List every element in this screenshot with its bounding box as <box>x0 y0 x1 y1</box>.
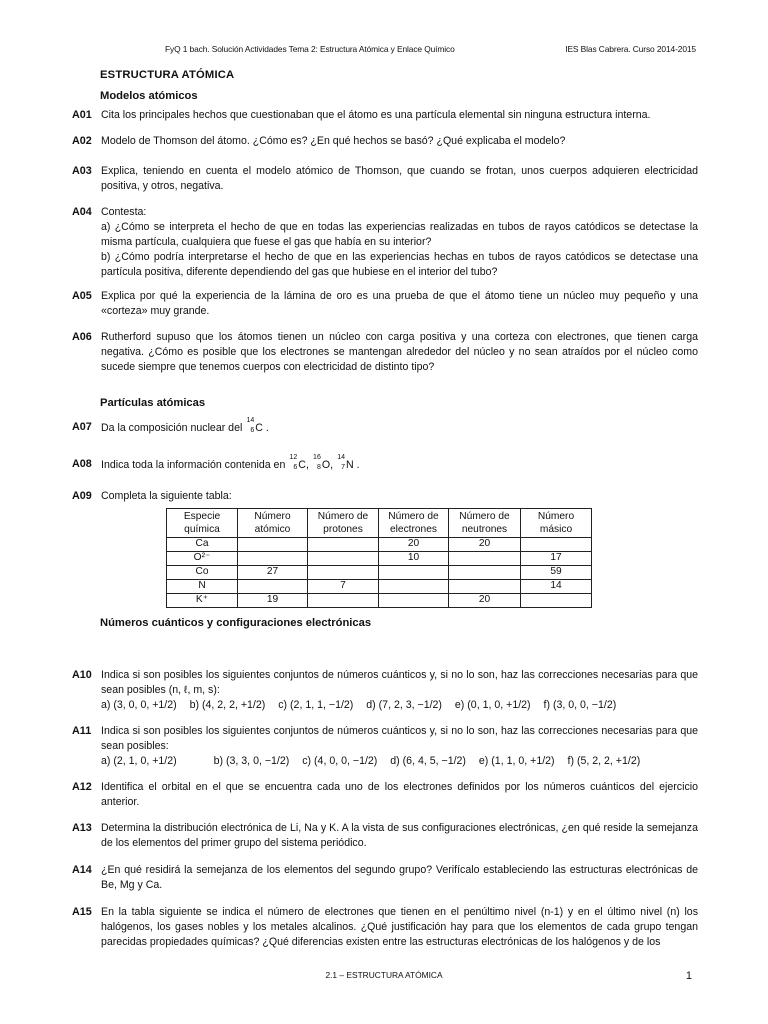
table-cell <box>449 580 521 594</box>
activity-text: En la tabla siguiente se indica el número de electrones que tienen en el penúltimo nivel (n-1) y en el último nivel (n) los halógenos, los gases nobles y los metales alcalinos. ¿Qué justificación hay para que los elementos de cada grupo tengan parecidas propiedades químicas? ¿Qué diferencias existen entre las estructuras electrónicas de los halógenos y de los <box>101 906 698 948</box>
activity-a05 <box>72 289 698 319</box>
table-cell: 7 <box>308 580 379 594</box>
table-row <box>167 538 592 552</box>
activity-text: Indica si son posibles los siguientes conjuntos de números cuánticos y, si no lo son, haz las correcciones necesarias para que sean posibles: <box>101 725 698 752</box>
table-cell: 59 <box>521 566 592 580</box>
activity-text: Da la composición nuclear del <box>101 422 243 434</box>
table-cell <box>308 552 379 566</box>
header-right: IES Blas Cabrera. Curso 2014-2015 <box>565 44 696 54</box>
activity-code: A13 <box>72 822 92 834</box>
activity-a06 <box>72 330 698 375</box>
quantum-set: c) (2, 1, 1, −1/2) <box>278 699 354 711</box>
quantum-set: b) (3, 3, 0, −1/2) <box>213 755 290 767</box>
atomic-data-table <box>166 508 592 608</box>
activity-a07: A07 Da la composición nuclear del 14 6 C . <box>72 417 269 434</box>
activity-a14 <box>72 863 698 893</box>
activity-code: A06 <box>72 331 92 343</box>
table-row <box>167 566 592 580</box>
activity-text: Rutherford supuso que los átomos tienen un núcleo con carga positiva y una corteza con electrones, que tienen carga negativa. ¿Cómo es posible que los electrones se mantengan alrededor del núcleo y no sean atraídos por el núcleo como sucede siempre que tenemos cuerpos con electricidad de distinto tipo? <box>101 331 698 373</box>
table-row <box>167 594 592 608</box>
nuclide-c12: 12 6 <box>289 454 298 471</box>
table-cell <box>238 580 308 594</box>
table-cell <box>238 552 308 566</box>
activity-text: Indica si son posibles los siguientes conjuntos de números cuánticos y, si no lo son, haz las correcciones necesarias para que sean posibles (n, ℓ, m, s): <box>101 669 698 696</box>
nuclide-symbol: C <box>255 422 263 434</box>
activity-text: Identifica el orbital en el que se encuentra cada uno de los electrones definidos por los números cuánticos del ejercicio anterior. <box>101 781 698 808</box>
table-header-cell: Número de electrones <box>379 509 449 538</box>
activity-code: A08 <box>72 458 92 470</box>
table-cell: Ca <box>167 538 238 552</box>
nuclide-symbol: N <box>345 459 354 471</box>
activity-a03 <box>72 164 698 194</box>
table-cell: N <box>167 580 238 594</box>
activity-code: A11 <box>72 725 92 737</box>
activity-text: Modelo de Thomson del átomo. ¿Cómo es? ¿En qué hechos se basó? ¿Qué explicaba el modelo? <box>101 135 566 147</box>
page-number: 1 <box>685 970 692 982</box>
activity-code: A10 <box>72 669 92 681</box>
table-row <box>167 552 592 566</box>
table-header-row <box>167 509 592 538</box>
table-cell <box>379 566 449 580</box>
table-cell <box>449 552 521 566</box>
quantum-set: a) (2, 1, 0, +1/2) <box>101 755 177 767</box>
activity-text: Explica por qué la experiencia de la lámina de oro es una prueba de que el átomo tiene un núcleo muy pequeño y una «corteza» muy grande. <box>101 290 698 317</box>
table-cell: 14 <box>521 580 592 594</box>
table-cell <box>308 594 379 608</box>
table-cell: 17 <box>521 552 592 566</box>
activity-a11 <box>72 724 698 769</box>
table-cell: 20 <box>379 538 449 552</box>
header-left: FyQ 1 bach. Solución Actividades Tema 2: Estructura Atómica y Enlace Químico <box>165 44 455 54</box>
quantum-set: e) (1, 1, 0, +1/2) <box>478 755 555 767</box>
activity-part-b: b) ¿Cómo podría interpretarse el hecho de que en las experiencias hechas en tubos de rayos catódicos se detectase una partícula positiva, diferente dependiendo del gas que hubiese en el interior del tubo? <box>101 251 698 278</box>
table-cell <box>308 538 379 552</box>
activity-text: Indica toda la información contenida en <box>101 459 286 471</box>
nuclide-n14: 14 7 <box>337 454 345 471</box>
activity-text: ¿En qué residirá la semejanza de los elementos del segundo grupo? Verifícalo estableciendo las estructuras electrónicas de Be, Mg y Ca. <box>101 864 698 891</box>
activity-text: Determina la distribución electrónica de Li, Na y K. A la vista de sus configuraciones electrónicas, ¿en qué reside la semejanza de los elementos del primer grupo del sistema periódico. <box>101 822 698 849</box>
table-header-cell: Número de protones <box>308 509 379 538</box>
table-cell: 20 <box>449 538 521 552</box>
quantum-sets <box>101 754 698 769</box>
quantum-set: b) (4, 2, 2, +1/2) <box>189 699 266 711</box>
activity-text: Completa la siguiente tabla: <box>101 490 232 502</box>
activity-part-a: a) ¿Cómo se interpreta el hecho de que en todas las experiencias realizadas en tubos de rayos catódicos se detectase la misma partícula, cualquiera que fuese el gas que había en su interior? <box>101 221 698 248</box>
table-cell: O²⁻ <box>167 552 238 566</box>
table-header-cell: Número atómico <box>238 509 308 538</box>
quantum-set: e) (0, 1, 0, +1/2) <box>454 699 531 711</box>
table-cell <box>379 580 449 594</box>
quantum-set: d) (7, 2, 3, −1/2) <box>366 699 442 711</box>
activity-text: Explica, teniendo en cuenta el modelo atómico de Thomson, que cuando se frotan, unos cuerpos adquieren electricidad positiva, y otros, negativa. <box>101 165 698 192</box>
nuclide-symbol: O, <box>321 459 334 471</box>
activity-a13 <box>72 821 698 851</box>
activity-a02 <box>72 134 698 149</box>
activity-a12 <box>72 780 698 810</box>
subsection-numeros: Números cuánticos y configuraciones electrónicas <box>100 617 372 629</box>
table-cell: K⁺ <box>167 594 238 608</box>
activity-code: A03 <box>72 165 92 177</box>
activity-code: A04 <box>72 206 92 218</box>
table-cell <box>521 594 592 608</box>
table-cell <box>308 566 379 580</box>
activity-code: A02 <box>72 135 92 147</box>
table-cell <box>238 538 308 552</box>
table-cell <box>521 538 592 552</box>
quantum-set: f) (3, 0, 0, −1/2) <box>543 699 617 711</box>
table-cell <box>449 566 521 580</box>
activity-text: Cita los principales hechos que cuestionaban que el átomo es una partícula elemental sin ninguna estructura interna. <box>101 109 651 121</box>
table-cell: Co <box>167 566 238 580</box>
quantum-sets <box>101 698 698 713</box>
quantum-set: c) (4, 0, 0, −1/2) <box>302 755 378 767</box>
table-cell <box>379 594 449 608</box>
section-title: ESTRUCTURA ATÓMICA <box>100 69 235 81</box>
nuclide-o16: 16 8 <box>313 454 321 471</box>
activity-code: A15 <box>72 906 92 918</box>
nuclide-symbol: C, <box>298 459 309 471</box>
activity-code: A14 <box>72 864 92 876</box>
subsection-particulas: Partículas atómicas <box>100 397 206 409</box>
activity-a04 <box>72 205 698 280</box>
subsection-modelos: Modelos atómicos <box>100 90 198 102</box>
table-cell: 19 <box>238 594 308 608</box>
quantum-set: f) (5, 2, 2, +1/2) <box>567 755 641 767</box>
activity-a10 <box>72 668 698 713</box>
table-cell: 20 <box>449 594 521 608</box>
table-row <box>167 580 592 594</box>
activity-a15 <box>72 905 698 950</box>
activity-a09 <box>72 489 698 504</box>
activity-code: A05 <box>72 290 92 302</box>
nuclide-c14: 14 6 <box>246 417 255 434</box>
table-cell: 27 <box>238 566 308 580</box>
activity-code: A09 <box>72 490 92 502</box>
table-cell: 10 <box>379 552 449 566</box>
table-header-cell: Número de neutrones <box>449 509 521 538</box>
quantum-set: d) (6, 4, 5, −1/2) <box>390 755 466 767</box>
activity-code: A12 <box>72 781 92 793</box>
footer-title: 2.1 – ESTRUCTURA ATÓMICA <box>325 970 443 980</box>
quantum-set: a) (3, 0, 0, +1/2) <box>101 699 177 711</box>
activity-code: A07 <box>72 421 92 433</box>
activity-code: A01 <box>72 109 92 121</box>
activity-intro: Contesta: <box>101 206 147 218</box>
table-header-cell: Especie química <box>167 509 238 538</box>
table-header-cell: Número másico <box>521 509 592 538</box>
activity-a01 <box>72 108 698 123</box>
activity-a08: A08 Indica toda la información contenida en 12 6 C, 16 8 O, 14 7 N . <box>72 454 360 471</box>
